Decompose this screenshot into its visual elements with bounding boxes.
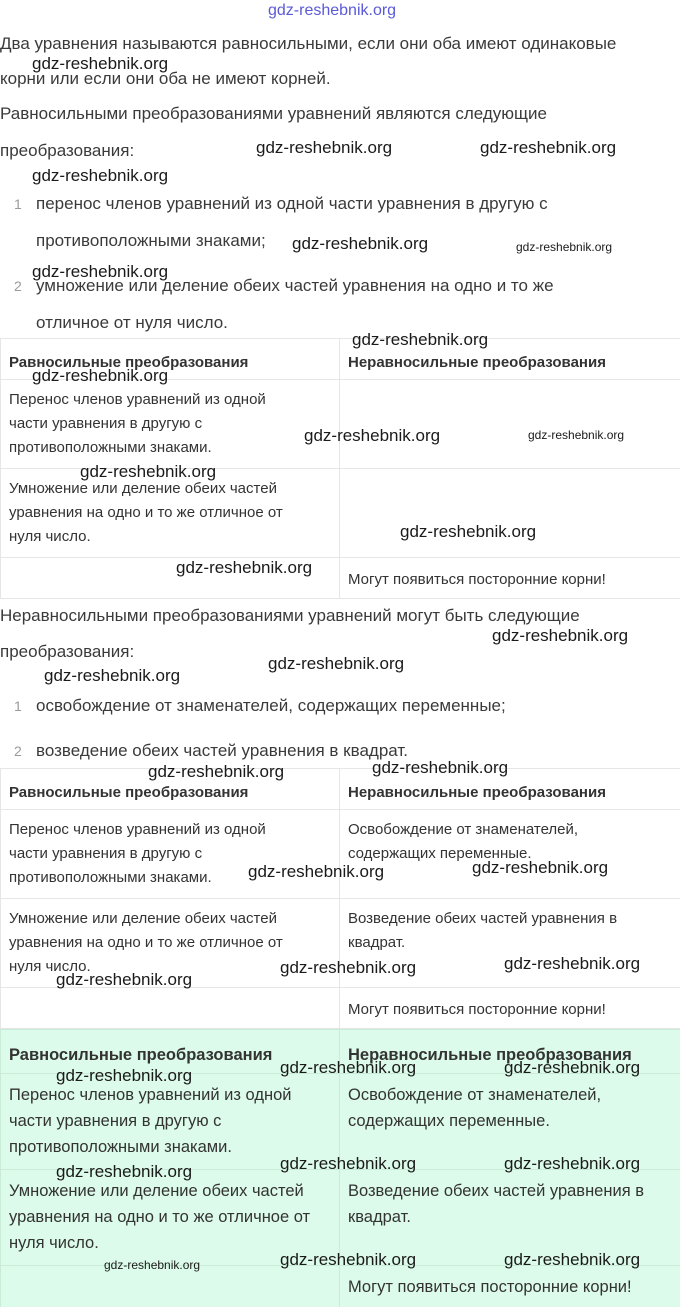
table-cell-empty [340,469,680,558]
cell-line: противоположными знаками. [9,869,212,886]
text-line: Неравносильными преобразованиями уравнений могут быть следующие [0,606,580,625]
text-line: преобразования: [0,141,135,160]
cell-line: Могут появиться посторонние корни! [348,1001,606,1018]
cell-line: квадрат. [348,1208,411,1226]
watermark: gdz-reshebnik.org [528,428,625,442]
watermark: gdz-reshebnik.org [148,762,285,781]
table-cell-empty [340,380,680,469]
watermark: gdz-reshebnik.org [504,1250,641,1269]
cell-line: Могут появиться посторонние корни! [348,571,606,588]
watermark: gdz-reshebnik.org [268,654,405,673]
text-line: корни или если они оба не имеют корней. [0,69,331,88]
cell-line: противоположными знаками. [9,1138,232,1156]
cell-line: Перенос членов уравнений из одной [9,1086,292,1104]
watermark: gdz-reshebnik.org [80,462,217,481]
watermark: gdz-reshebnik.org [280,1058,417,1077]
table-cell-empty [1,988,340,1029]
text-line: умножение или деление обеих частей уравнения на одно и то же [36,276,554,295]
table-header-equivalent: Равносильные преобразования [1,339,340,380]
watermark: gdz-reshebnik.org [480,138,617,157]
cell-line: части уравнения в другую с [9,415,203,432]
list-number: 1 [14,196,22,212]
text-line: Два уравнения называются равносильными, если они оба имеют одинаковые [0,34,617,53]
cell-line: Освобождение от знаменателей, [348,1086,602,1104]
watermark: gdz-reshebnik.org [56,970,193,989]
watermark: gdz-reshebnik.org [32,262,169,281]
cell-line: Возведение обеих частей уравнения в [348,1182,644,1200]
cell-line: квадрат. [348,934,406,951]
cell-line: уравнения на одно и то же отличное от [9,504,283,521]
watermark: gdz-reshebnik.org [516,240,613,254]
table-cell [340,558,680,599]
watermark: gdz-reshebnik.org [32,366,169,385]
cell-line: части уравнения в другую с [9,1112,222,1130]
table-header-nonequivalent: Неравносильные преобразования [340,769,680,810]
table-cell [1,380,340,469]
table-header-equivalent: Равносильные преобразования [1,1030,340,1074]
cell-line: Возведение обеих частей уравнения в [348,910,618,927]
watermark: gdz-reshebnik.org [32,166,169,185]
text-line: Равносильными преобразованиями уравнений являются следующие [0,104,547,123]
watermark: gdz-reshebnik.org [400,522,537,541]
text-line: преобразования: [0,642,135,661]
text-line: освобождение от знаменателей, содержащих переменные; [36,696,506,715]
watermark: gdz-reshebnik.org [292,234,429,253]
watermark: gdz-reshebnik.org [492,626,629,645]
watermark: gdz-reshebnik.org [32,54,169,73]
cell-line: нуля число. [9,1234,99,1252]
list-number: 2 [14,743,22,759]
cell-line: Умножение или деление обеих частей [9,480,277,497]
watermark: gdz-reshebnik.org [56,1162,193,1181]
cell-line: уравнения на одно и то же отличное от [9,1208,311,1226]
cell-line: Перенос членов уравнений из одной [9,821,266,838]
text-line: перенос членов уравнений из одной части уравнения в другую с [36,194,548,213]
list-number: 2 [14,278,22,294]
cell-line: Умножение или деление обеих частей [9,1182,304,1200]
watermark: gdz-reshebnik.org [472,858,609,877]
cell-line: нуля число. [9,958,91,975]
watermark: gdz-reshebnik.org [372,758,509,777]
cell-line: нуля число. [9,528,91,545]
table-cell [340,988,680,1029]
list-number: 1 [14,698,22,714]
cell-line: Умножение или деление обеих частей [9,910,277,927]
watermark: gdz-reshebnik.org [176,558,313,577]
text-line: возведение обеих частей уравнения в квадрат. [36,741,408,760]
text-line: отличное от нуля число. [36,313,228,332]
watermark: gdz-reshebnik.org [56,1066,193,1085]
table-cell [340,810,680,899]
cell-line: Могут появиться посторонние корни! [348,1278,632,1296]
cell-line: уравнения на одно и то же отличное от [9,934,283,951]
table-header-equivalent: Равносильные преобразования [1,769,340,810]
watermark: gdz-reshebnik.org [248,862,385,881]
table-header-nonequivalent: Неравносильные преобразования [340,339,680,380]
table-cell [1,810,340,899]
table-header-nonequivalent: Неравносильные преобразования [340,1030,680,1074]
table-cell [340,1266,680,1307]
cell-line: Перенос членов уравнений из одной [9,391,266,408]
cell-line: части уравнения в другую с [9,845,203,862]
watermark: gdz-reshebnik.org [104,1258,201,1272]
watermark: gdz-reshebnik.org [268,2,397,19]
watermark: gdz-reshebnik.org [504,1154,641,1173]
watermark: gdz-reshebnik.org [280,1250,417,1269]
watermark: gdz-reshebnik.org [504,954,641,973]
watermark: gdz-reshebnik.org [504,1058,641,1077]
watermark: gdz-reshebnik.org [280,1154,417,1173]
cell-line: содержащих переменные. [348,1112,550,1130]
watermark: gdz-reshebnik.org [256,138,393,157]
watermark: gdz-reshebnik.org [280,958,417,977]
cell-line: противоположными знаками. [9,439,212,456]
watermark: gdz-reshebnik.org [352,330,489,349]
watermark: gdz-reshebnik.org [44,666,181,685]
watermark: gdz-reshebnik.org [304,426,441,445]
text-line: противоположными знаками; [36,231,266,250]
cell-line: содержащих переменные. [348,845,532,862]
cell-line: Освобождение от знаменателей, [348,821,579,838]
